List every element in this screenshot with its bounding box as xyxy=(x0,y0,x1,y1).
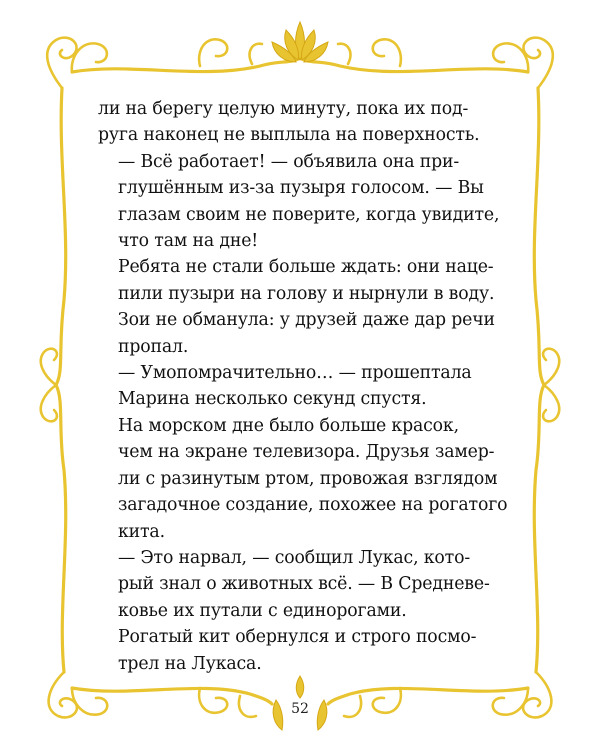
text-line: ли с разинутым ртом, провожая взглядом xyxy=(118,468,498,489)
frame-left-border xyxy=(56,88,66,672)
text-line: глушённым из-за пузыря голосом. — Вы xyxy=(118,178,484,199)
text-line: загадочное создание, похожее на рогатого xyxy=(118,495,508,516)
text-line: ковье их путали с единорогами. xyxy=(118,600,407,621)
paragraph xyxy=(98,254,502,360)
paragraph xyxy=(98,624,502,677)
page-number: 52 xyxy=(291,701,309,717)
text-line: кита. xyxy=(118,521,165,542)
text-line: — Это нарвал, — сообщил Лукас, кото- xyxy=(118,547,471,568)
text-line: чем на экране телевизора. Друзья замер- xyxy=(118,442,495,463)
paragraph xyxy=(98,96,502,149)
text-line: руга наконец не выплыла на поверхность. xyxy=(98,125,480,146)
paragraph xyxy=(98,545,502,624)
text-line: ли на берегу целую минуту, пока их под- xyxy=(98,99,469,119)
text-line: — Умопомрачительно… — прошептала xyxy=(118,363,472,384)
text-line: Зои не обманула: у друзей даже дар речи xyxy=(118,310,495,331)
text-line: Марина несколько секунд спустя. xyxy=(118,389,427,410)
text-line: рый знал о животных всё. — В Средневе- xyxy=(118,574,490,595)
side-curl-right xyxy=(543,349,559,385)
paragraph xyxy=(98,413,508,545)
frame-right-border xyxy=(534,88,544,672)
text-line: — Всё работает! — объявила она при- xyxy=(118,151,460,172)
text-line: На морском дне было больше красок, xyxy=(118,415,459,436)
text-line: глазам своим не поверите, когда увидите, xyxy=(118,204,500,225)
text-line: трел на Лукаса. xyxy=(118,653,262,674)
text-line: Ребята не стали больше ждать: они наце- xyxy=(118,257,494,278)
top-leaf-ornament xyxy=(272,22,328,62)
paragraph xyxy=(98,149,502,255)
text-line: пили пузыри на голову и нырнули в воду. xyxy=(118,283,495,304)
body-text xyxy=(98,96,508,677)
text-line: что там на дне! xyxy=(118,231,259,252)
paragraph xyxy=(98,360,502,413)
side-curl-left xyxy=(41,349,57,385)
text-line: Рогатый кит обернулся и строго посмо- xyxy=(118,627,477,648)
text-line: пропал. xyxy=(118,336,189,357)
